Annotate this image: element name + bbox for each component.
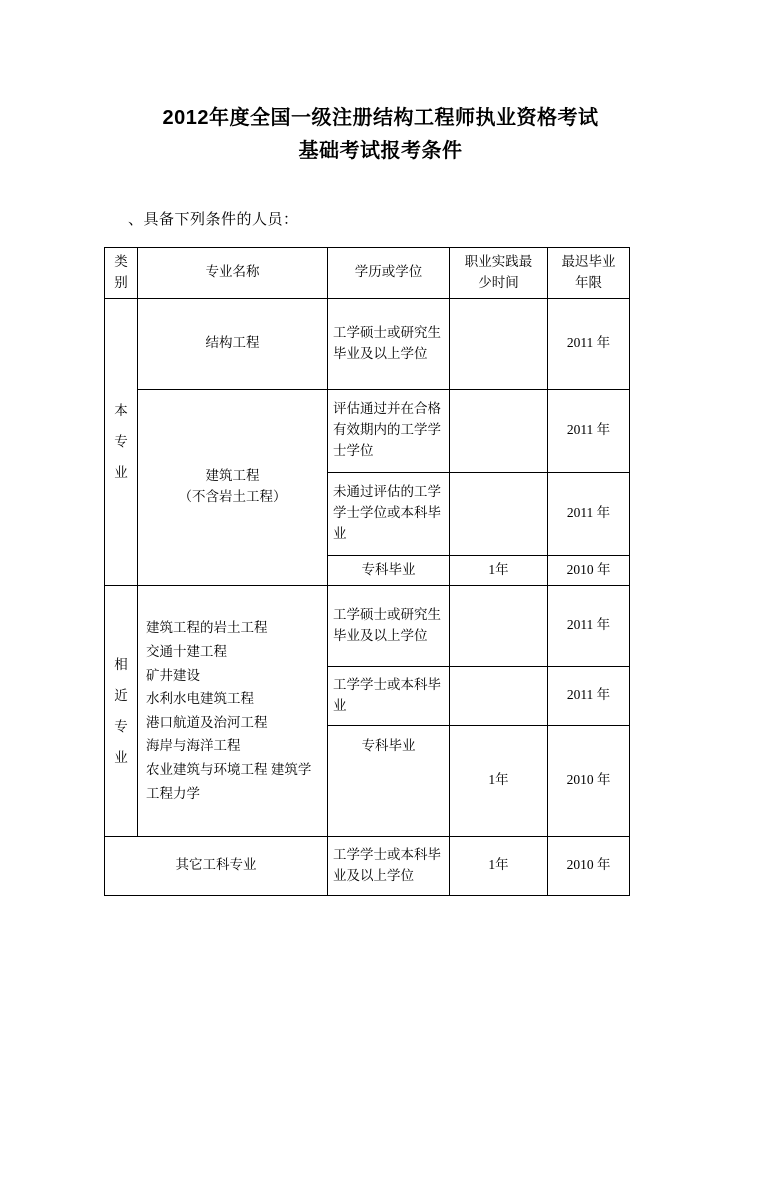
practice-cell <box>450 472 548 555</box>
practice-cell <box>450 585 548 666</box>
major-note: （不含岩土工程） <box>178 489 287 505</box>
major-list-item: 农业建筑与环境工程 建筑学 <box>146 762 312 778</box>
header-category <box>105 248 138 299</box>
degree-cell: 评估通过并在合格有效期内的工学学士学位 <box>328 389 450 472</box>
practice-cell <box>450 666 548 725</box>
deadline-cell: 2011 年 <box>548 298 630 389</box>
major-list-cell <box>138 585 328 836</box>
major-list-item: 工程力学 <box>146 785 200 801</box>
header-practice-line-2: 少时间 <box>478 274 519 290</box>
category-char: 业 <box>114 465 128 481</box>
degree-cell: 专科毕业 <box>328 725 450 836</box>
practice-cell: 1年 <box>450 836 548 895</box>
table-header-row <box>105 248 630 299</box>
document-page <box>0 104 761 1184</box>
qualification-table <box>104 247 630 896</box>
deadline-cell: 2011 年 <box>548 666 630 725</box>
category-char: 业 <box>114 749 128 765</box>
major-name: 建筑工程 <box>205 468 260 484</box>
header-category-line-2: 别 <box>114 274 128 290</box>
practice-cell: 1年 <box>450 555 548 585</box>
degree-cell: 工学硕士或研究生毕业及以上学位 <box>328 585 450 666</box>
major-list-item: 矿井建设 <box>146 667 200 683</box>
degree-cell: 未通过评估的工学学士学位或本科毕业 <box>328 472 450 555</box>
header-deadline-line-1: 最迟毕业 <box>561 254 616 269</box>
table-row <box>105 836 630 895</box>
deadline-cell: 2011 年 <box>548 585 630 666</box>
category-char: 专 <box>114 434 128 450</box>
table-row <box>105 585 630 666</box>
lead-paragraph: 、具备下列条件的人员： <box>128 212 299 228</box>
title-line-1 <box>0 104 761 132</box>
category-cell-related-major <box>105 585 138 836</box>
deadline-cell: 2010 年 <box>548 836 630 895</box>
header-deadline <box>548 248 630 299</box>
degree-cell: 专科毕业 <box>328 555 450 585</box>
category-char: 专 <box>114 718 128 734</box>
deadline-cell: 2011 年 <box>548 389 630 472</box>
category-char: 本 <box>114 403 128 419</box>
deadline-cell: 2011 年 <box>548 472 630 555</box>
header-category-line-1: 类 <box>114 254 128 269</box>
document-title <box>0 104 761 170</box>
major-list-item: 港口航道及治河工程 <box>146 714 268 730</box>
header-major: 专业名称 <box>138 248 328 299</box>
table-row <box>105 389 630 472</box>
category-cell-main-major <box>105 298 138 585</box>
major-cell: 结构工程 <box>138 298 328 389</box>
deadline-cell: 2010 年 <box>548 555 630 585</box>
deadline-cell: 2010 年 <box>548 725 630 836</box>
major-cell <box>138 389 328 585</box>
header-degree: 学历或学位 <box>328 248 450 299</box>
category-char: 近 <box>114 687 128 703</box>
header-practice <box>450 248 548 299</box>
major-list-item: 建筑工程的岩土工程 <box>146 620 268 636</box>
category-char: 相 <box>114 656 128 672</box>
practice-cell <box>450 298 548 389</box>
major-list-item: 海岸与海洋工程 <box>146 738 241 754</box>
header-practice-line-1: 职业实践最 <box>464 254 533 269</box>
major-cell-other: 其它工科专业 <box>105 836 328 895</box>
table-row <box>105 298 630 389</box>
title-line-2: 基础考试报考条件 <box>298 140 463 162</box>
practice-cell <box>450 389 548 472</box>
major-list-item: 水利水电建筑工程 <box>146 691 254 707</box>
degree-cell: 工学硕士或研究生毕业及以上学位 <box>328 298 450 389</box>
degree-cell: 工学学士或本科毕业及以上学位 <box>328 836 450 895</box>
title-line-1-rest: 年度全国一级注册结构工程师执业资格考试 <box>209 107 599 129</box>
title-year: 2012 <box>162 107 209 129</box>
degree-cell: 工学学士或本科毕业 <box>328 666 450 725</box>
major-list-item: 交通十建工程 <box>146 643 227 659</box>
practice-cell: 1年 <box>450 725 548 836</box>
header-deadline-line-2: 年限 <box>575 274 602 290</box>
